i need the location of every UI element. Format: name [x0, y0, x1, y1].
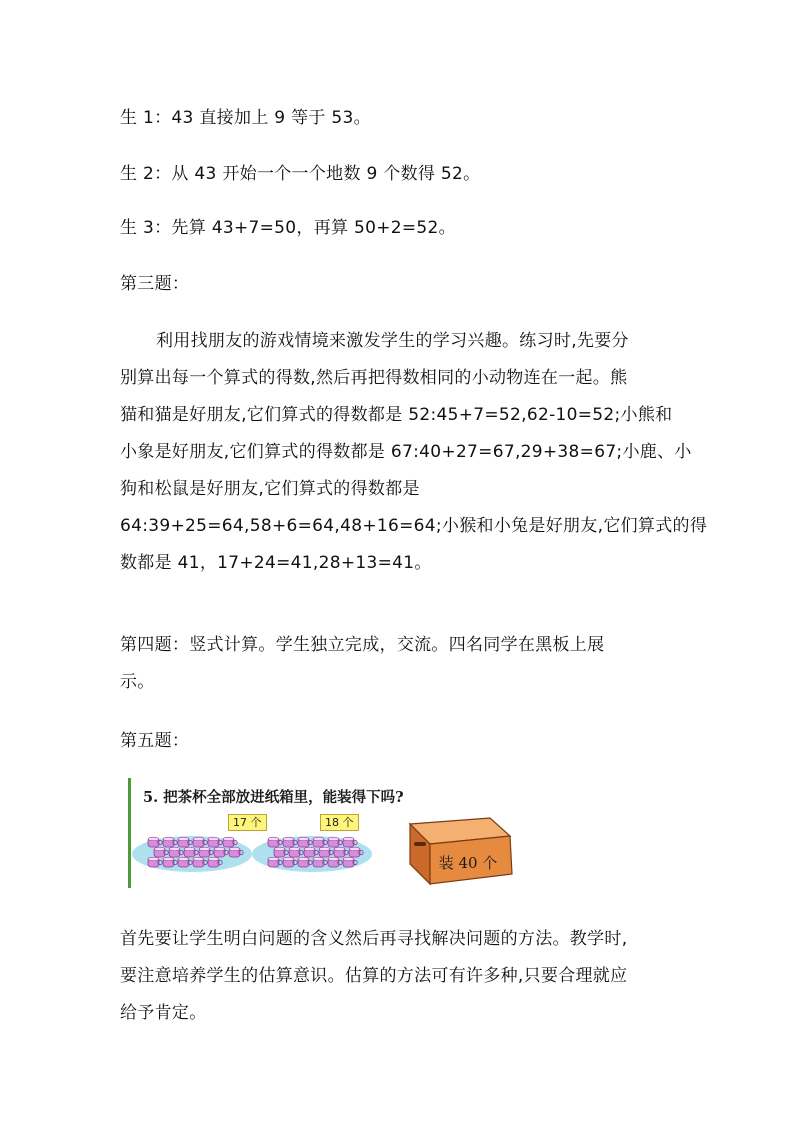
figure-question: 5. 把茶杯全部放进纸箱里，能装得下吗?: [143, 789, 404, 806]
cardboard-box: [410, 818, 512, 884]
student-2-line: 生 2：从 43 开始一个一个地数 9 个数得 52。: [120, 164, 481, 184]
textbook-figure: [128, 778, 528, 890]
paragraph-line: 利用找朋友的游戏情境来激发学生的学习兴趣。练习时,先要分: [156, 331, 629, 351]
question-4-paragraph: [120, 627, 668, 701]
paragraph-line: 示。: [120, 672, 155, 692]
paragraph-line: 小象是好朋友,它们算式的得数都是 67:40+27=67,29+38=67;小鹿、小: [120, 442, 692, 462]
group-2-tag: 18 个: [320, 814, 359, 831]
paragraph-line: 数都是 41，17+24=41,28+13=41。: [120, 553, 432, 573]
paragraph-line: 第四题：竖式计算。学生独立完成，交流。四名同学在黑板上展: [120, 635, 605, 655]
paragraph-line: 首先要让学生明白问题的含义然后再寻找解决问题的方法。教学时,: [120, 929, 628, 949]
paragraph-line: 64:39+25=64,58+6=64,48+16=64;小猴和小兔是好朋友,它们算式的得: [120, 516, 708, 536]
paragraph-line: 要注意培养学生的估算意识。估算的方法可有许多种,只要合理就应: [120, 966, 628, 986]
paragraph-line: 狗和松鼠是好朋友,它们算式的得数都是: [120, 479, 420, 499]
student-3-line: 生 3：先算 43+7=50，再算 50+2=52。: [120, 218, 456, 238]
closing-paragraph: [120, 921, 668, 1032]
group-1-tag: 17 个: [228, 814, 267, 831]
question-3-paragraph: [120, 323, 708, 582]
paragraph-line: 猫和猫是好朋友,它们算式的得数都是 52:45+7=52,62-10=52;小熊和: [120, 405, 673, 425]
box-label: 装 40 个: [438, 854, 498, 872]
question-3-title: 第三题：: [120, 274, 190, 294]
paragraph-line: 给予肯定。: [120, 1003, 207, 1023]
figure-illustration: [128, 778, 528, 890]
paragraph-line: 别算出每一个算式的得数,然后再把得数相同的小动物连在一起。熊: [120, 368, 628, 388]
question-5-title: 第五题：: [120, 731, 190, 751]
student-1-line: 生 1：43 直接加上 9 等于 53。: [120, 108, 371, 128]
